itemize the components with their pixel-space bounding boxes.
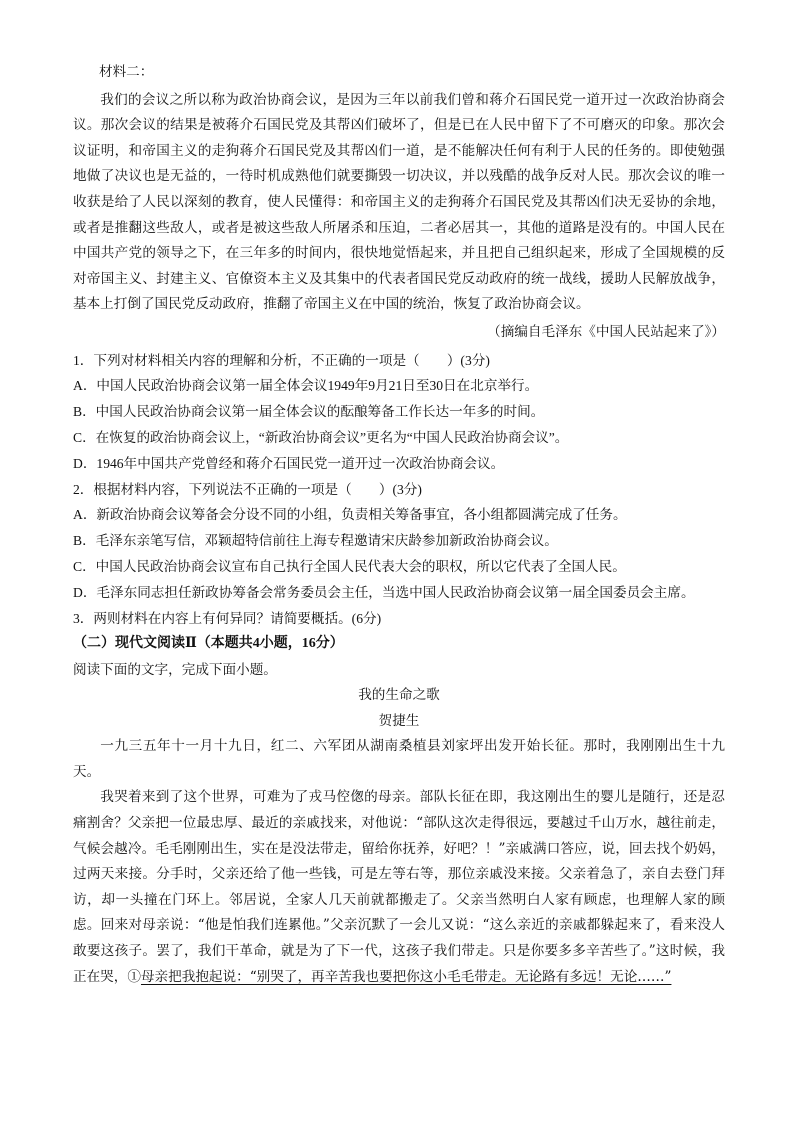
section-instruction: 阅读下面的文字，完成下面小题。 bbox=[73, 662, 277, 678]
question-2-stem: 2．根据材料内容，下列说法不正确的一项是（ ）(3分) bbox=[73, 481, 422, 497]
story-title: 我的生命之歌 bbox=[358, 687, 440, 704]
story-author: 贺捷生 bbox=[378, 712, 420, 729]
underlined-sentence: 母亲把我抱起说：“别哭了，再辛苦我也要把你这小毛毛带走。无论路有多远！无论……” bbox=[140, 968, 672, 985]
story-paragraph-2-text: 我哭着来到了这个世界，可难为了戎马倥偬的母亲。部队长征在即，我这刚出生的婴儿是随行，还是忍痛割舍？父亲把一位最忠厚、最近的亲戚找来，对他说：“部队这次走得很远，要越过千山万水，越往前走，气候会越冷。毛毛刚刚出生，实在是没法带走，留给你抚养，好吧？！”亲戚满口答应，说，回去找个奶妈，过两天来接。分手时，父亲还给了他一些钱，可是左等右等，那位亲戚没来接。父亲着急了，亲自去登门拜访，却一头撞在门环上。邻居说，全家人几天前就都搬走了。父亲当然明白人家有顾虑，也理解人家的顾虑。回来对母亲说：“他是怕我们连累他。”父亲沉默了一会儿又说：“这么亲近的亲戚都躲起来了，看来没人敢要这孩子。罢了，我们干革命，就是为了下一代，这孩子我们带走。只是你要多多辛苦些了。”这时候，我正在哭， bbox=[73, 789, 725, 985]
question-2-option-b: B．毛泽东亲笔写信，邓颖超特信前往上海专程邀请宋庆龄参加新政治协商会议。 bbox=[73, 533, 558, 549]
question-1-option-c: C．在恢复的政治协商会议上，“新政治协商会议”更名为“中国人民政治协商会议”。 bbox=[73, 429, 569, 445]
question-1-stem: 1．下列对材料相关内容的理解和分析，不正确的一项是（ ）(3分) bbox=[73, 352, 490, 368]
section-heading: （二）现代文阅读Ⅱ（本题共4小题，16分） bbox=[73, 636, 344, 652]
question-2-option-a: A．新政治协商会议筹备会分设不同的小组，负责相关筹备事宜，各小组都圆满完成了任务。 bbox=[73, 507, 627, 523]
material-label: 材料二： bbox=[99, 64, 154, 80]
question-1-option-a: A．中国人民政治协商会议第一届全体会议1949年9月21日至30日在北京举行。 bbox=[73, 378, 539, 394]
question-1-option-d: D．1946年中国共产党曾经和蒋介石国民党一道开过一次政治协商会议。 bbox=[73, 455, 505, 471]
story-paragraph-1: 一九三五年十一月十九日，红二、六军团从湖南桑植县刘家坪出发开始长征。那时，我刚刚出生十九天。 bbox=[73, 738, 725, 780]
question-3-stem: 3．两则材料在内容上有何异同？请简要概括。(6分) bbox=[73, 610, 382, 626]
question-1-option-b: B．中国人民政治协商会议第一届全体会议的酝酿筹备工作长达一年多的时间。 bbox=[73, 404, 545, 420]
question-2-option-c: C．中国人民政治协商会议宣布自己执行全国人民代表大会的职权，所以它代表了全国人民。 bbox=[73, 558, 626, 574]
material-body: 我们的会议之所以称为政治协商会议，是因为三年以前我们曾和蒋介石国民党一道开过一次政治协商会议。那次会议的结果是被蒋介石国民党及其帮凶们破坏了，但是已在人民中留下了不可磨灭的印象。那次会议证明，和帝国主义的走狗蒋介石国民党及其帮凶们一道，是不能解决任何有利于人民的任务的。即使勉强地做了决议也是无益的，一待时机成熟他们就要撕毁一切决议，并以残酷的战争反对人民。那次会议的唯一收获是给了人民以深刻的教育，使人民懂得：和帝国主义的走狗蒋介石国民党及其帮凶们决无妥协的余地，或者是推翻这些敌人，或者是被这些敌人所屠杀和压迫，二者必居其一，其他的道路是没有的。中国人民在中国共产党的领导之下，在三年多的时间内，很快地觉悟起来，并且把自己组织起来，形成了全国规模的反对帝国主义、封建主义、官僚资本主义及其集中的代表者国民党反动政府的统一战线，援助人民解放战争，基本上打倒了国民党反动政府，推翻了帝国主义在中国的统治，恢复了政治协商会议。 bbox=[73, 91, 725, 313]
question-2-option-d: D．毛泽东同志担任新政协筹备会常务委员会主任，当选中国人民政治协商会议第一届全国委员会主席。 bbox=[73, 584, 695, 600]
material-source: （摘编自毛泽东《中国人民站起来了》） bbox=[487, 323, 725, 340]
story-paragraph-2 bbox=[73, 785, 725, 990]
document-page bbox=[73, 60, 725, 990]
marker-1: ① bbox=[127, 968, 141, 985]
